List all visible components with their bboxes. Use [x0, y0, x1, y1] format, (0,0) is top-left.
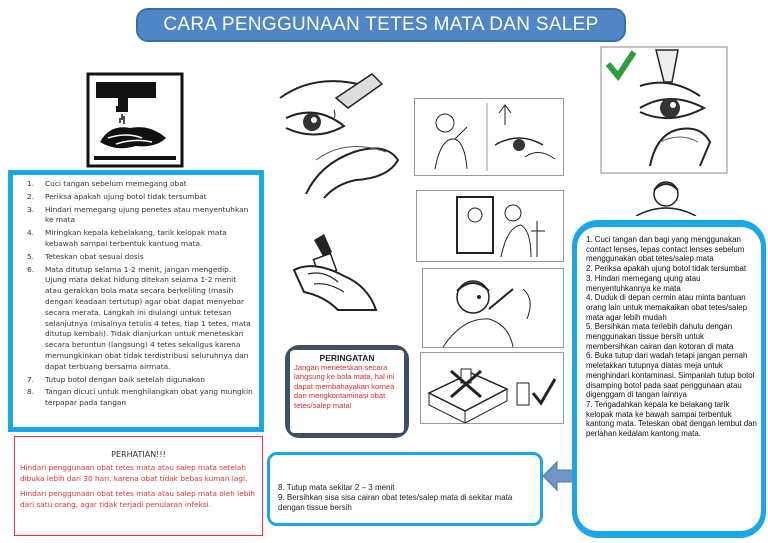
bottle-cap-illustration: [420, 352, 564, 424]
step-item: 9. Bersihkan sisa sisa cairan obat tetes/salep mata di sekitar mata dengan tissue bersih: [278, 493, 513, 512]
step-item: 6. Buka tutup dari wadah tetapi jangan pernah meletakkan tutupnya diatas meja untuk menghindari kontaminasi. Simpanlah tutup botol disamping botol pada saat penggunaan atau digenggam di tangan lainnya: [586, 351, 755, 400]
step-item: 7. Tengadahkan kepala ke belakang tarik kelopak mata ke bawah sampai terbentuk kantong mata. Teteskan obat dengan lembut dan perlahan kedalam kantong mata.: [586, 399, 757, 439]
peringatan-text: Jangan meneteskan secara langsung ke bola mata, hal ini dapat membahayakan kornea dan mengkontaminasi obat tetes/salep mata!: [294, 363, 395, 410]
self-drop-illustration: [422, 268, 564, 348]
step-number: 4.: [27, 228, 35, 238]
step-number: 8.: [27, 387, 35, 397]
step-item: 2. Periksa apakah ujung botol tidak tersumbat: [586, 264, 747, 274]
step-item: 3. Hindari memegang ujung atau menyentuhkannya ke mata: [586, 273, 701, 293]
step-item: 8. Tutup mata sekitar 2 – 3 menit: [278, 483, 395, 492]
step-text: Cuci tangan sebelum memegang obat: [45, 179, 187, 188]
arrow-left-icon: [541, 460, 575, 492]
step-text: Periksa apakah ujung botol tidak tersumbat: [45, 191, 207, 201]
step-number: 1.: [27, 179, 35, 188]
peringatan-box: [285, 345, 409, 438]
dropper-bottle-illustration: [284, 230, 382, 316]
step-text: Miringkan kepala kebelakang, tarik kelopak mata kebawah sampai terbentuk kantung mata.: [45, 228, 227, 248]
step-item: [27, 375, 253, 386]
tissue-wipe-illustration: [414, 98, 564, 176]
step-number: 2.: [27, 191, 35, 201]
step-item: [27, 265, 253, 373]
page-title: CARA PENGGUNAAN TETES MATA DAN SALEP MATA: [136, 8, 626, 42]
perhatian-box: [14, 436, 263, 536]
step-item: [27, 192, 253, 203]
step-text: Tutup botol dengan baik setelah digunakan: [45, 374, 205, 384]
step-text: Mata ditutup selama 1-2 menit, jangan mengedip. Ujung mata dekat hidung ditekan selama 1-2 menit atau gerakkan bola mata secara berkeliling (masih dengan keadaan tertutup) agar obat dapat menyebar secara merata. Langkah ini diulangi untuk tetesan selanjutnya (misalnya tetulis 4 tetes, tiap 1 tetes, mata ditutup kembali). Tidak dianjurkan untuk meneteskan secara beruntun (langsung) 4 tetes sekaligus karena memungkinkan obat tidak terdistribusi seluruhnya dan dapat terbuang bersama airmata.: [45, 264, 251, 371]
applying-drops-illustration: [600, 46, 728, 174]
step-text: Tangan dicuci untuk menghilangkan obat yang mungkin terpapar pada tangan: [45, 387, 253, 408]
mirror-illustration: [416, 190, 564, 262]
step-item: [27, 228, 253, 250]
step-item: [27, 205, 253, 227]
step-number: 7.: [27, 374, 35, 384]
step-number: 5.: [27, 251, 35, 261]
handwash-illustration: [86, 72, 184, 168]
step-item: [27, 387, 253, 409]
step-text: Hindari memegang ujung penetes atau menyentuhkan ke mata: [45, 204, 249, 225]
step-item: [27, 252, 253, 263]
step-item: 4. Duduk di depan cermin atau minta bantuan orang lain untuk memakaikan obat tetes/salep mata agar lebih mudah: [586, 293, 747, 322]
step-item: [27, 179, 253, 190]
step-text: Teteskan obat sesuai dosis: [45, 251, 144, 261]
step-number: 6.: [27, 264, 35, 274]
perhatian-title: PERHATIAN!!!: [111, 450, 166, 459]
person-illustration: [606, 174, 726, 216]
steps-list-right: [572, 220, 766, 538]
step-item: 1. Cuci tangan dan bagi yang menggunakan contact lenses, lepas contact lenses sebelum menggunakan obat tetes/salep mata: [586, 235, 745, 264]
peringatan-title: PERINGATAN: [319, 353, 375, 363]
perhatian-item: Hindari penggunaan obat tetes mata atau salep mata oleh lebih dari satu orang, agar tidak terjadi penularan infeksi.: [20, 489, 255, 509]
eye-drop-illustration: [276, 68, 404, 200]
steps-list-left: [8, 170, 264, 432]
step-number: 3.: [27, 204, 35, 214]
step-item: 5. Bersihkan mata terlebih dahulu dengan menggunakan tissue bersih untuk membersihkan cairan dan kotoran di mata: [586, 322, 734, 351]
steps-box-bottom: [267, 452, 543, 526]
perhatian-item: Hindari penggunaan obat tetes mata atau salep mata setelah dibuka lebih dari 30 hari, karena obat tidak bebas kuman lagi.: [20, 463, 248, 483]
